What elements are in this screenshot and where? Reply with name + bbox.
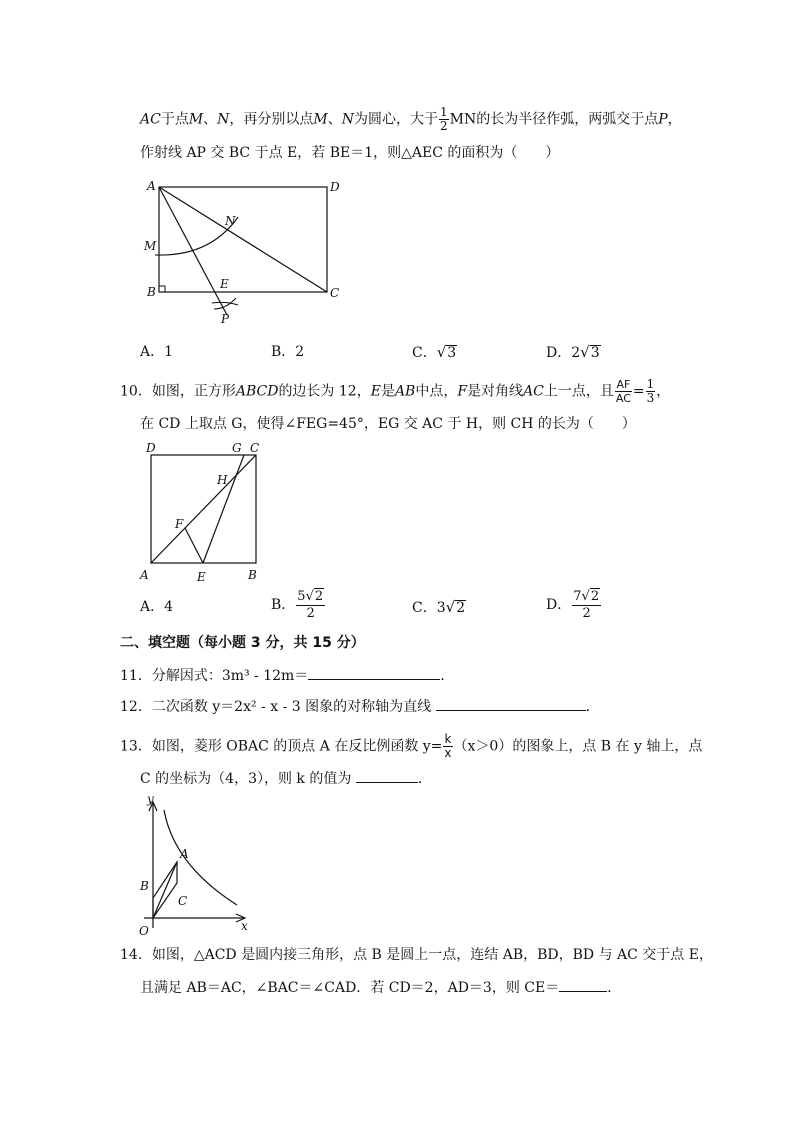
- q10-figure: [135, 438, 270, 586]
- q10-option-d-coef: 7: [573, 589, 582, 604]
- q9-ac: AC: [140, 111, 161, 128]
- q10-frac-1: 1: [646, 377, 655, 391]
- q14-line1: 14．如图，△ACD 是圆内接三角形，点 B 是圆上一点，连结 AB，BD，BD 与 AC 交于点 E，: [120, 947, 713, 963]
- q10-line-fe: [185, 528, 203, 563]
- q12-end: ．: [585, 699, 600, 715]
- q9-label-c: C: [330, 286, 340, 300]
- q13-line2: [140, 768, 432, 789]
- q9-label-m: M: [144, 239, 157, 253]
- q10-e: E: [370, 383, 381, 400]
- q10-label-a: A: [140, 568, 149, 582]
- radical-icon: √: [581, 589, 590, 604]
- q10-t6: 上一点，且: [543, 383, 614, 400]
- q9-t5: 为圆心，大于: [354, 111, 439, 128]
- q9-m2: M: [313, 111, 328, 128]
- q10-t5: 是对角线: [467, 383, 524, 400]
- q13-frac-x: x: [444, 746, 452, 760]
- q13-label-c: C: [178, 894, 188, 908]
- q13-t3: C 的坐标为（4，3），则 k 的值为: [140, 771, 352, 787]
- q9-option-c-label: C．: [412, 345, 437, 361]
- q13-label-x: x: [241, 919, 248, 933]
- q11-answer-blank[interactable]: [308, 665, 440, 680]
- q9-frac-num: 1: [440, 105, 448, 119]
- q9-t2: 、: [203, 111, 218, 128]
- q10-eq: =: [632, 383, 645, 400]
- q13-figure: [132, 790, 257, 942]
- q13-answer-blank[interactable]: [356, 768, 418, 783]
- q9-right-angle: [159, 286, 165, 292]
- q9-t1: 于点: [160, 111, 189, 128]
- radical-icon: √: [445, 598, 456, 616]
- q13-end: ．: [417, 771, 432, 787]
- q10-label-d: D: [146, 441, 156, 455]
- q10-label-h: H: [217, 473, 228, 487]
- q9-option-c-radicand: 3: [447, 345, 457, 361]
- q9-label-b: B: [147, 285, 156, 299]
- q10-ab: AB: [394, 383, 416, 400]
- q12-answer-blank[interactable]: [436, 696, 586, 711]
- q10-frac-af: AF: [616, 378, 631, 391]
- q10-option-b-numerator: [296, 588, 325, 606]
- q13-label-a: A: [180, 847, 189, 861]
- q10-frac-ac: AC: [615, 392, 631, 405]
- q9-label-p: P: [221, 312, 230, 326]
- q9-option-d-radicand: 3: [590, 345, 600, 361]
- q10-t2: 的边长为 12，: [278, 383, 371, 400]
- q10-option-b-radicand: 2: [314, 589, 324, 604]
- q9-option-b-label: B．2: [271, 344, 305, 360]
- q9-arc-small-1: [212, 302, 238, 305]
- q9-label-d: D: [330, 180, 340, 194]
- q9-option-a-label: A．1: [140, 344, 174, 360]
- q10-option-d-fraction: [572, 588, 601, 622]
- q9-line2: 作射线 AP 交 BC 于点 E，若 BE＝1，则△AEC 的面积为（ ）: [140, 145, 560, 161]
- q9-option-d[interactable]: [546, 342, 601, 363]
- radical-icon: √: [436, 343, 447, 361]
- q9-figure: [130, 175, 360, 330]
- q9-n2: N: [341, 111, 355, 128]
- q10-t4: 中点，: [415, 383, 458, 400]
- q10-label-e: E: [197, 570, 206, 584]
- q10-line1: [120, 378, 670, 405]
- q14-answer-blank[interactable]: [559, 977, 607, 992]
- q11-end: ．: [440, 668, 455, 684]
- q14-line2: [140, 977, 621, 998]
- q9-t6: MN的长为半径作弧，两弧交于点: [449, 111, 659, 128]
- q13-fraction: [443, 733, 452, 760]
- q13-diagonal-oa: [153, 862, 177, 918]
- q13-label-o: O: [139, 924, 149, 938]
- q9-frac-den: 2: [440, 119, 448, 133]
- q9-label-e: E: [220, 277, 229, 291]
- q14-end: ．: [607, 980, 622, 996]
- q9-fraction: [439, 106, 449, 133]
- q9-t7: ，: [667, 111, 682, 128]
- q10-option-c-label: C．3: [412, 600, 446, 616]
- q10-option-b-coef: 5: [297, 589, 306, 604]
- q9-t4: 、: [327, 111, 342, 128]
- q10-option-b[interactable]: [271, 588, 326, 622]
- q10-option-d-numerator: [572, 588, 601, 606]
- q10-option-b-label: B．: [271, 597, 296, 613]
- q9-option-b[interactable]: [271, 342, 304, 362]
- radical-icon: √: [305, 589, 314, 604]
- q11: [120, 665, 454, 686]
- q9-m: M: [188, 111, 204, 128]
- q13-label-y: y: [147, 792, 154, 806]
- q10-ac: AC: [523, 383, 544, 400]
- q9-label-a: A: [147, 179, 156, 193]
- q10-option-d-den: 2: [582, 606, 591, 621]
- q10-option-b-den: 2: [306, 606, 315, 621]
- q10-f: F: [457, 383, 468, 400]
- q10-t7: ，: [656, 383, 671, 400]
- q10-option-d-radicand: 2: [590, 589, 600, 604]
- q13-label-b: B: [140, 879, 149, 893]
- q10-t3: 是: [380, 383, 395, 400]
- q13-t1: 13．如图，菱形 OBAC 的顶点 A 在反比例函数 y=: [120, 738, 443, 755]
- q10-label-g: G: [232, 441, 242, 455]
- q9-option-d-label: D．2: [546, 345, 581, 361]
- q9-t3: ，再分别以点: [229, 111, 314, 128]
- q9-n: N: [217, 111, 230, 128]
- q10-fraction-af-ac: [615, 378, 632, 405]
- q9-option-c[interactable]: [412, 342, 457, 363]
- q12: [120, 696, 600, 717]
- q10-label-c: C: [250, 441, 260, 455]
- section-title: 二、填空题（每小题 3 分，共 15 分）: [120, 635, 365, 651]
- q10-option-a[interactable]: [140, 597, 173, 617]
- q9-diagonal-ac: [159, 187, 327, 292]
- q10-abcd: ABCD: [235, 383, 279, 400]
- q10-option-c-radicand: 2: [456, 600, 466, 616]
- q13-t2: （x＞0）的图象上，点 B 在 y 轴上，点: [453, 738, 703, 755]
- q9-p: P: [658, 111, 668, 128]
- q10-line2: 在 CD 上取点 G，使得∠FEG=45°，EG 交 AC 于 H，则 CH 的长为（ ）: [140, 416, 636, 432]
- q14-text: 且满足 AB＝AC，∠BAC＝∠CAD．若 CD＝2，AD＝3，则 CE＝: [140, 980, 560, 996]
- q10-line-eg: [203, 455, 244, 563]
- q13-line1: [120, 733, 702, 760]
- q11-text: 11．分解因式：3m³ - 12m＝: [120, 668, 309, 684]
- radical-icon: √: [580, 343, 590, 361]
- q12-text: 12．二次函数 y＝2x² - x - 3 图象的对称轴为直线: [120, 699, 432, 715]
- q10-option-a-label: A．4: [140, 599, 174, 615]
- q10-fraction-1-3: [646, 378, 656, 405]
- q10-diagonal-ac: [151, 455, 256, 563]
- q9-label-n: N: [225, 214, 236, 228]
- q10-option-c[interactable]: [412, 597, 466, 618]
- q10-option-d-label: D．: [546, 597, 572, 613]
- q9-option-a[interactable]: [140, 342, 173, 362]
- q13-hyperbola: [164, 810, 237, 905]
- q10-option-b-fraction: [296, 588, 325, 622]
- q10-option-d[interactable]: [546, 588, 602, 622]
- q13-frac-k: k: [444, 732, 452, 746]
- q10-t1: 10．如图，正方形: [120, 383, 236, 400]
- q10-frac-3: 3: [646, 391, 655, 405]
- q9-line1: [140, 106, 682, 133]
- q10-label-f: F: [175, 517, 184, 531]
- q10-label-b: B: [248, 568, 257, 582]
